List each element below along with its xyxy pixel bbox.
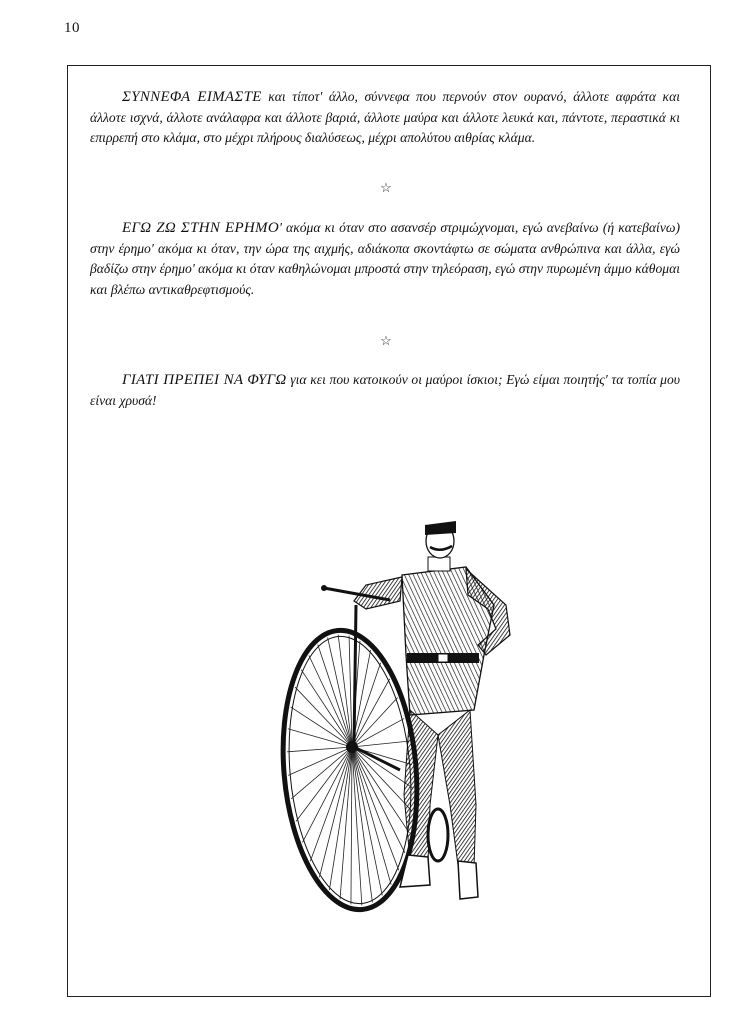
cyclist-illustration <box>270 505 530 915</box>
paragraph-heading: ΕΓΩ ΖΩ ΣΤΗΝ ΕΡΗΜΟ <box>122 220 279 236</box>
paragraph-leave <box>90 370 680 411</box>
paragraph-clouds <box>90 87 680 149</box>
paragraph-heading: ΓΙΑΤΙ ΠΡΕΠΕΙ ΝΑ ΦΥΓΩ <box>122 372 287 388</box>
paragraph-heading: ΣΥΝΝΕΦΑ ΕΙΜΑΣΤΕ <box>122 89 262 105</box>
paragraph-body: και τίποτ' άλλο, σύννεφα που περνούν στον ουρανό, άλλοτε αφράτα και άλλοτε ισχνά, άλλοτε ανάλαφρα και άλλοτε βαριά, άλλοτε μαύρα και άλλοτε λευκά και, πάντοτε, περαστικά κι επιρρεπή στο κλάμα, στο μέχρι πλήρους διαλύσεως, μέχρι απολύτου αιθρίας κλάμα. <box>90 89 680 145</box>
paragraph-body: για κει που κατοικούν οι μαύροι ίσκιοι; Εγώ είμαι ποιητής' τα τοπία μου είναι χρυσά! <box>90 372 680 408</box>
star-separator: ☆ <box>380 180 392 195</box>
page-number: 10 <box>64 20 80 36</box>
paragraph-body: ' ακόμα κι όταν στο ασανσέρ στριμώχνομαι, εγώ ανεβαίνω (ή κατεβαίνω) στην έρημο' ακόμα κι όταν, την ώρα της αιχμής, αδιάκοπα σκοντάφτω σε σώματα ανθρώπινα και άλλα, εγώ βαδίζω στην έρημο' ακόμα κι όταν καθηλώνομαι μπροστά στην τηλεόραση, εγώ στην πυρωμένη άμμο κάθομαι και βλέπω αντικαθρεφτισμούς. <box>90 220 680 297</box>
penny-farthing-cyclist-icon <box>270 505 530 915</box>
star-separator: ☆ <box>380 333 392 348</box>
paragraph-desert <box>90 218 680 300</box>
